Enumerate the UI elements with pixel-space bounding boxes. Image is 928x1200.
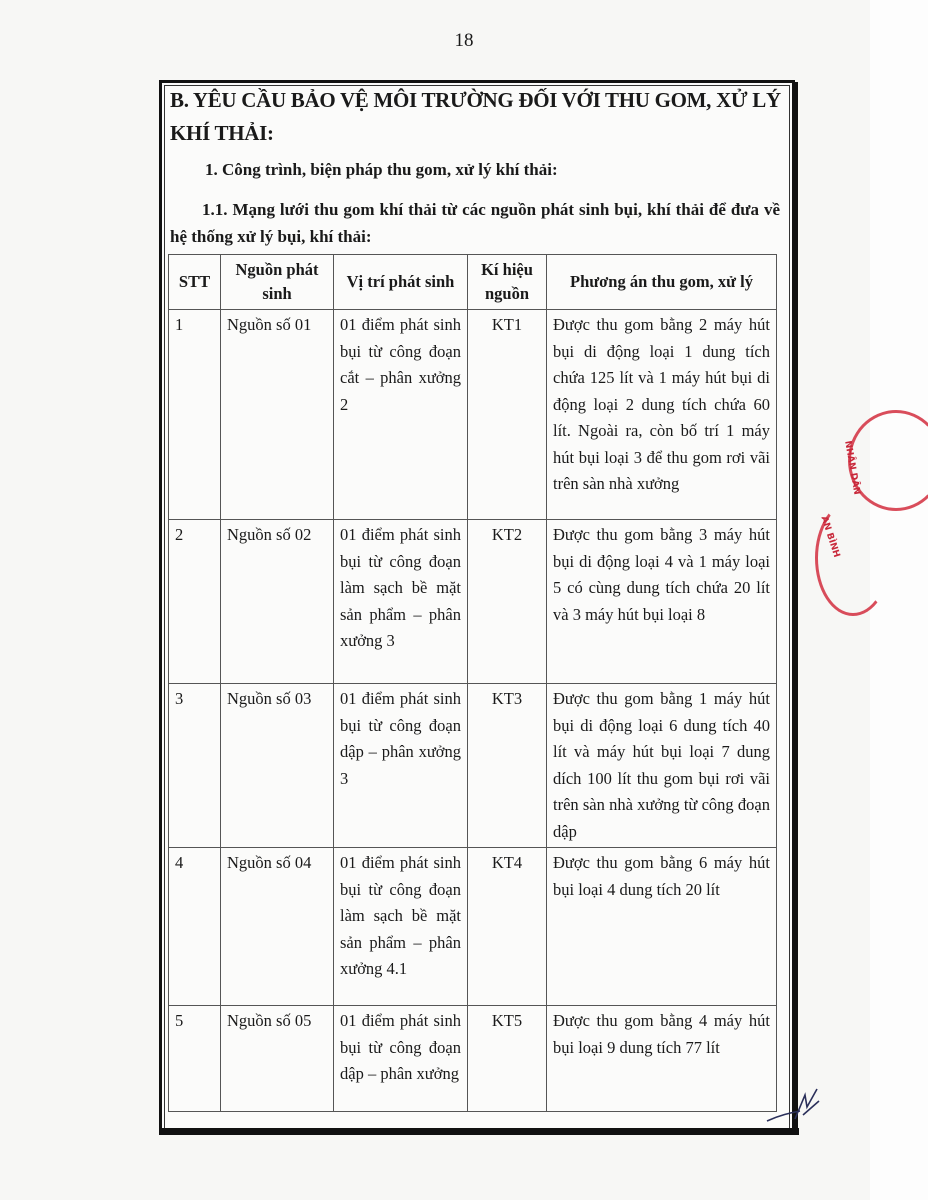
cell-location: 01 điểm phát sinh bụi từ công đoạn dập – phân xưởng 3	[334, 684, 468, 848]
cell-code: KT4	[468, 848, 547, 1006]
cell-source: Nguồn số 03	[221, 684, 334, 848]
table-row	[169, 310, 777, 520]
emission-sources-table	[168, 254, 777, 1112]
cell-source: Nguồn số 01	[221, 310, 334, 520]
subheading-1-1: 1.1. Mạng lưới thu gom khí thải từ các nguồn phát sinh bụi, khí thải để đưa về hệ thống xử lý bụi, khí thải:	[170, 200, 780, 246]
cell-source: Nguồn số 05	[221, 1006, 334, 1112]
frame-shadow-bottom	[159, 1128, 799, 1135]
table-header-row	[169, 255, 777, 310]
cell-method: Được thu gom bằng 2 máy hút bụi di động loại 1 dung tích chứa 125 lít và 1 máy hút bụi di động loại 2 dung tích chứa 60 lít. Ngoài ra, còn bố trí 1 máy hút bụi loại 3 để thu gom rơi vãi trên sàn nhà xưởng	[547, 310, 777, 520]
cell-source: Nguồn số 02	[221, 520, 334, 684]
frame-shadow-right	[793, 82, 798, 1134]
header-location: Vị trí phát sinh	[334, 255, 468, 310]
cell-code: KT5	[468, 1006, 547, 1112]
header-source: Nguồn phát sinh	[221, 255, 334, 310]
header-stt: STT	[169, 255, 221, 310]
header-method: Phương án thu gom, xử lý	[547, 255, 777, 310]
table-row	[169, 1006, 777, 1112]
cell-source: Nguồn số 04	[221, 848, 334, 1006]
section-heading: B. YÊU CẦU BẢO VỆ MÔI TRƯỜNG ĐỐI VỚI THU GOM, XỬ LÝ KHÍ THẢI:	[170, 88, 781, 145]
cell-method: Được thu gom bằng 4 máy hút bụi loại 9 dung tích 77 lít	[547, 1006, 777, 1112]
cell-location: 01 điểm phát sinh bụi từ công đoạn làm sạch bề mặt sản phẩm – phân xưởng 3	[334, 520, 468, 684]
cell-method: Được thu gom bằng 3 máy hút bụi di động loại 4 và 1 máy loại 5 có cùng dung tích chứa 20 lít và 3 máy hút bụi loại 8	[547, 520, 777, 684]
cell-code: KT2	[468, 520, 547, 684]
header-code: Kí hiệu nguồn	[468, 255, 547, 310]
page-number: 18	[454, 30, 474, 51]
cell-stt: 4	[169, 848, 221, 1006]
cell-method: Được thu gom bằng 6 máy hút bụi loại 4 dung tích 20 lít	[547, 848, 777, 1006]
cell-stt: 1	[169, 310, 221, 520]
stamp-text: AN BÌNH	[818, 515, 842, 559]
table-row	[169, 520, 777, 684]
cell-method: Được thu gom bằng 1 máy hút bụi di động loại 6 dung tích 40 lít và máy hút bụi loại 7 dung dích 100 lít thu gom bụi rơi vãi trên sàn nhà xưởng từ công đoạn dập	[547, 684, 777, 848]
subheading-1: 1. Công trình, biện pháp thu gom, xử lý khí thải:	[205, 160, 558, 179]
cell-location: 01 điểm phát sinh bụi từ công đoạn cắt – phân xưởng 2	[334, 310, 468, 520]
cell-stt: 5	[169, 1006, 221, 1112]
table-row	[169, 848, 777, 1006]
stamp-text: NHÂN DÂN	[842, 440, 862, 496]
cell-code: KT3	[468, 684, 547, 848]
table-row	[169, 684, 777, 848]
cell-stt: 2	[169, 520, 221, 684]
cell-stt: 3	[169, 684, 221, 848]
cell-location: 01 điểm phát sinh bụi từ công đoạn dập – phân xưởng	[334, 1006, 468, 1112]
signature-mark-icon	[765, 1085, 820, 1125]
cell-code: KT1	[468, 310, 547, 520]
cell-location: 01 điểm phát sinh bụi từ công đoạn làm sạch bề mặt sản phẩm – phân xưởng 4.1	[334, 848, 468, 1006]
red-stamp-icon	[848, 410, 928, 511]
